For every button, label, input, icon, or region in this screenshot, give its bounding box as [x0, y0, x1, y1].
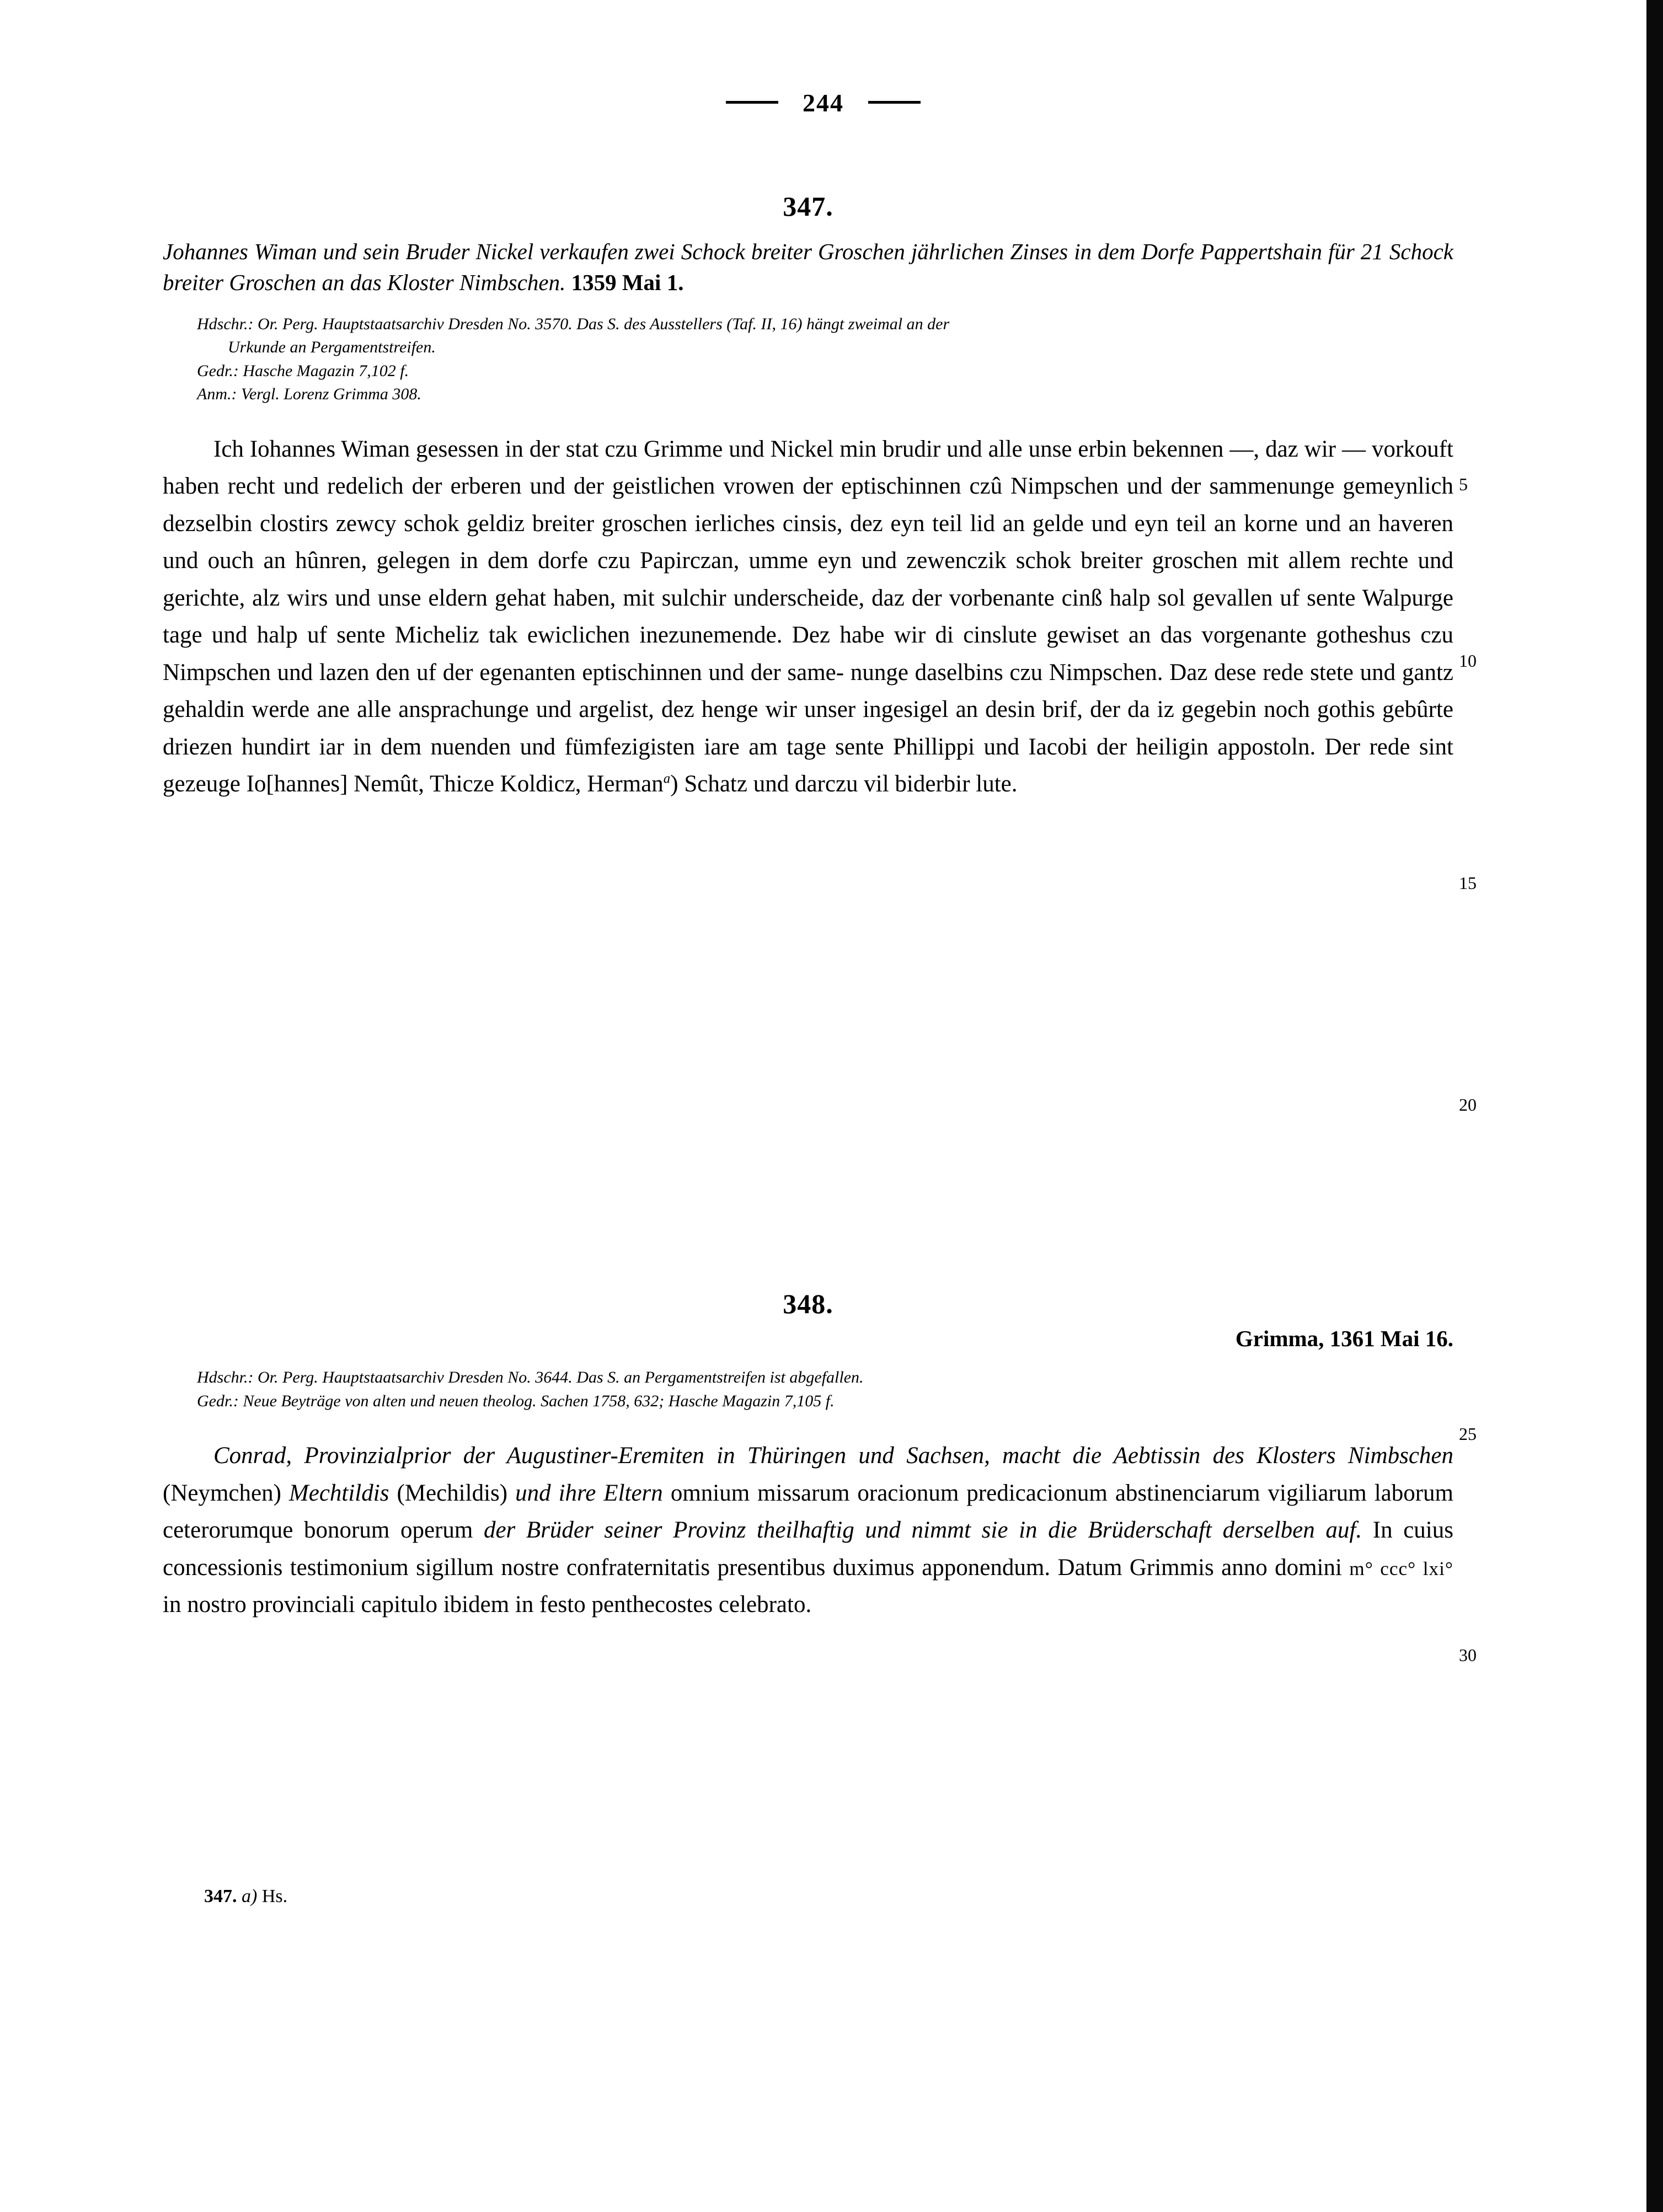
running-head — [0, 88, 1646, 117]
note-line-hdschr-347: Hdschr.: Or. Perg. Hauptstaatsarchiv Dresden No. 3570. Das S. des Ausstellers (Taf. II, 16) hängt zweimal an der — [197, 314, 950, 333]
running-head-rule-right — [868, 101, 921, 104]
charter-segment-4: und ihre Eltern — [515, 1480, 671, 1506]
document-entry-348 — [163, 1288, 1453, 1624]
document-number-348: 348. — [783, 1288, 833, 1319]
line-number-10: 10 — [1459, 651, 1477, 671]
note-line-gedr-347: Gedr.: Hasche Magazin 7,102 f. — [197, 361, 409, 380]
charter-segment-3: (Mechildis) — [397, 1480, 516, 1506]
footnote-reference-a: a — [663, 772, 671, 787]
regest-date-347: 1359 Mai 1. — [571, 269, 684, 295]
page-number: 244 — [803, 89, 844, 117]
note-line-hdschr-cont-347: Urkunde an Pergamentstreifen. — [228, 338, 436, 357]
document-number-347: 347. — [783, 191, 833, 222]
footnote-mark: a) — [242, 1886, 258, 1906]
note-line-gedr-348: Gedr.: Neue Beyträge von alten und neuen theolog. Sachen 1758, 632; Hasche Magazin 7,105 f. — [197, 1391, 835, 1410]
charter-segment-8: m° ccc° lxi° — [1349, 1557, 1453, 1579]
document-entry-347 — [163, 190, 1453, 803]
note-line-anm-347: Anm.: Vergl. Lorenz Grimma 308. — [197, 385, 421, 404]
footnote-347 — [204, 1886, 287, 1907]
dateline-348: Grimma, 1361 Mai 16. — [1235, 1326, 1453, 1351]
regest-text-347: Johannes Wiman und sein Bruder Nickel verkaufen zwei Schock breiter Groschen jährlichen Zinses in dem Dorfe Pappertshain für 21 Schock breiter Groschen an das Kloster Nimbschen. — [163, 239, 1453, 295]
charter-segment-1: (Neymchen) — [163, 1480, 289, 1506]
note-line-hdschr-348: Hdschr.: Or. Perg. Hauptstaatsarchiv Dresden No. 3644. Das S. an Pergamentstreifen ist abgefallen. — [197, 1368, 864, 1386]
source-notes-348 — [197, 1366, 1453, 1413]
line-number-5: 5 — [1459, 474, 1468, 494]
charter-body-348 — [163, 1437, 1453, 1624]
running-head-rule-left — [726, 101, 778, 104]
scan-edge — [1646, 0, 1663, 2212]
charter-segment-7: In cuius concessionis testimonium sigillum nostre confraternitatis presentibus duximus apponendum. Datum Grimmis anno domini — [163, 1517, 1453, 1581]
regest-347 — [163, 237, 1453, 298]
charter-segment-0: Conrad, Provinzialprior der Augustiner-Eremiten in Thüringen und Sachsen, macht die Aebtissin des Klosters Nimbschen — [213, 1443, 1453, 1469]
charter-segment-2: Mechtildis — [288, 1480, 397, 1506]
source-notes-347 — [197, 313, 1453, 406]
charter-body-text-347: Ich Iohannes Wiman gesessen in der stat czu Grimme und Nickel min brudir und alle unse erbin bekennen —, daz wir — vorkouft haben recht und redelich der erberen und der geistlichen vrowen der eptischinnen czû Nimpschen und der sammenunge gemeynlich dezselbin clostirs zewcy schok geldiz breiter groschen ierliches cinsis, dez eyn teil lid an gelde und eyn teil an korne und an haveren und ouch an hûnren, gelegen in dem dorfe czu Papirczan, umme eyn und zewenczik schok breiter groschen mit allem rechte und gerichte, alz wirs und unse eldern gehat haben, mit sulchir underscheide, daz der vorbenante cinß halp sol gevallen uf sente Walpurge tage und halp uf sente Micheliz tak ewiclichen inezunemende. Dez habe wir di cinslute gewiset an das vorgenante gotheshus czu Nimpschen und lazen den uf der egenanten eptischinnen und der same- nunge daselbins czu Nimpschen. Daz dese rede stete und gantz gehaldin werde ane alle ansprachunge und argelist, dez henge wir unser ingesigel an desin brif, der da iz gegebin noch gothis gebûrte driezen hundirt iar in dem nuenden und fümfezigisten iare am tage sente Phillippi und Iacobi der heiligin appostoln. Der rede sint gezeuge Io[hannes] Nemût, Thicze Koldicz, Herman — [163, 436, 1453, 797]
charter-segment-9: in nostro provinciali capitulo ibidem in festo penthecostes celebrato. — [163, 1592, 812, 1618]
footnote-text: Hs. — [261, 1886, 288, 1906]
charter-body-tail-347: ) Schatz und darczu vil biderbir lute. — [670, 771, 1018, 797]
charter-segment-6: der Brüder seiner Provinz theilhaftig und nimmt sie in die Brüderschaft derselben auf. — [483, 1517, 1373, 1544]
charter-body-347 — [163, 431, 1453, 803]
line-number-20: 20 — [1459, 1095, 1477, 1115]
line-number-15: 15 — [1459, 873, 1477, 893]
charter-segment-5: omnium missarum oracionum predicacionum abstinenciarum vigiliarum laborum ceterorumque bonorum operum — [163, 1480, 1453, 1544]
line-number-25: 25 — [1459, 1424, 1477, 1444]
line-number-30: 30 — [1459, 1645, 1477, 1665]
footnote-doc-number: 347. — [204, 1886, 237, 1906]
